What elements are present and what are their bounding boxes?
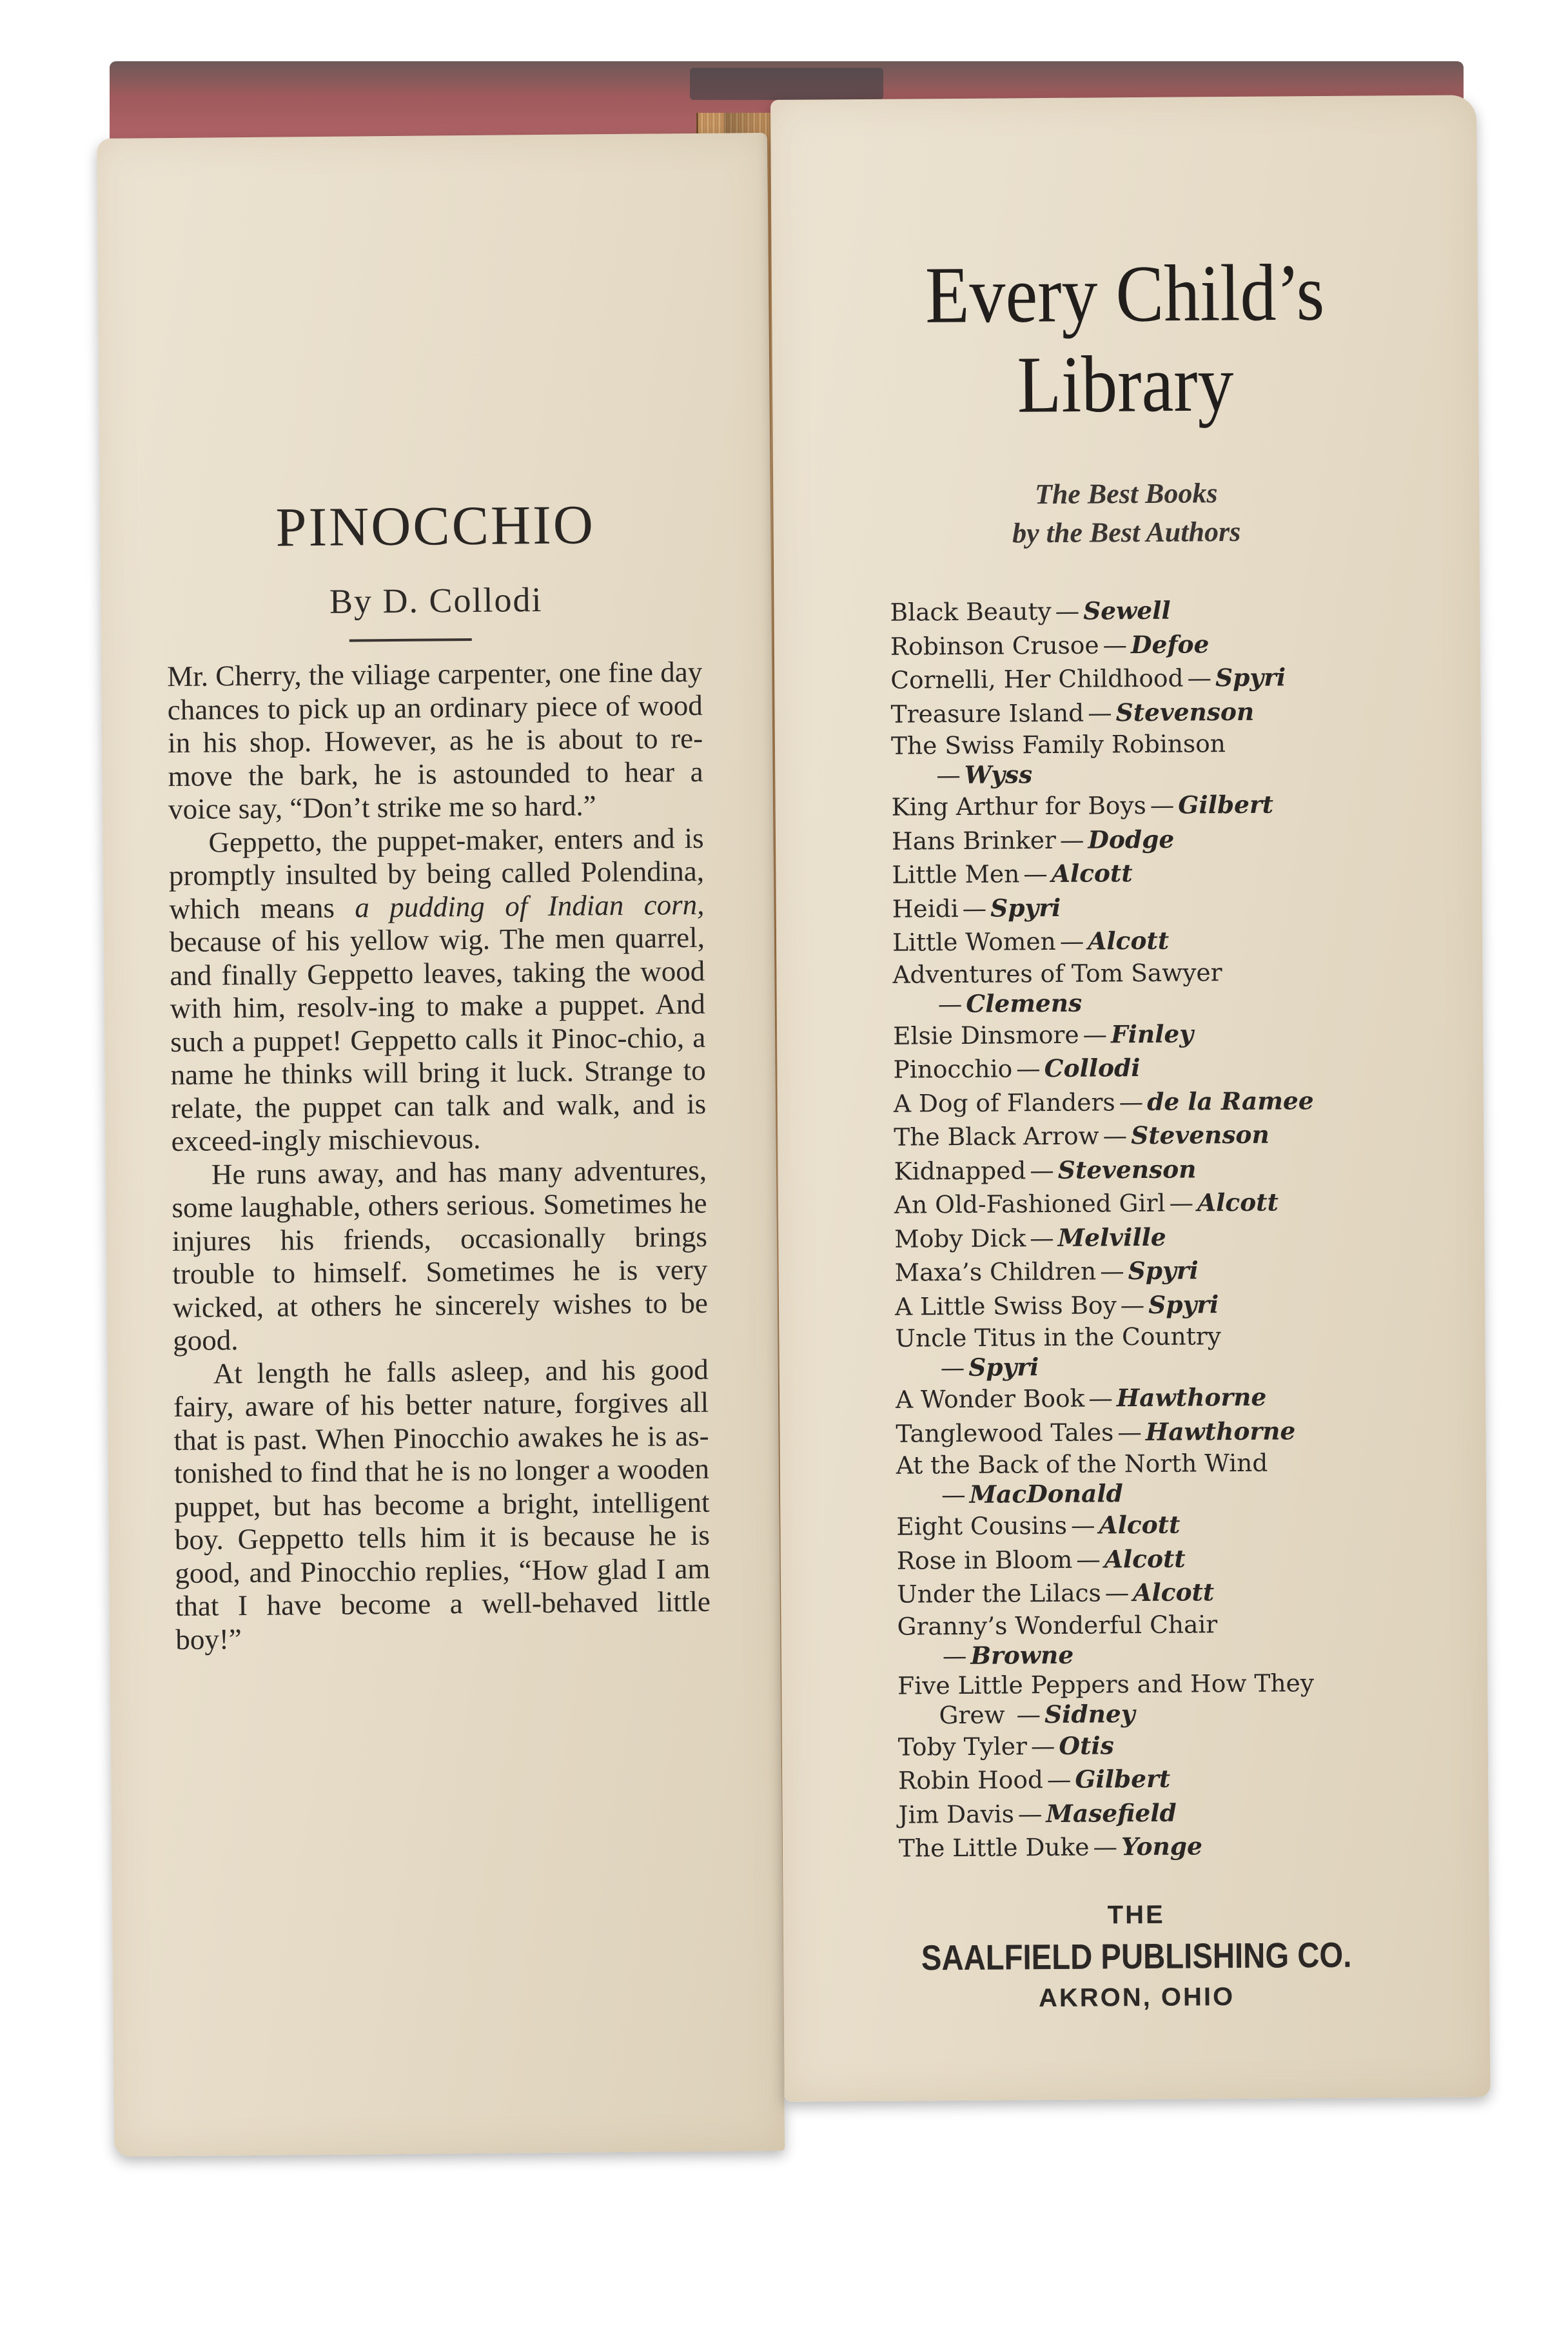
book-list-continuation [891,757,1446,790]
book-list-author: Yonge [1121,1832,1203,1861]
book-list-title: Maxa’s Children [894,1257,1097,1287]
book-list-author: Alcott [1133,1578,1215,1607]
book-list-item [892,820,1446,858]
book-list-continuation [893,985,1447,1019]
book-list-author: Gilbert [1178,790,1274,819]
book-list-title: Little Men [892,859,1020,889]
book-list-title: Five Little Peppers and How They [897,1668,1315,1700]
book-list-item [898,1726,1453,1764]
book-list-dash: — [1016,1700,1041,1729]
book-list-author: Browne [970,1640,1074,1670]
book-list-title: Under the Lilacs [897,1578,1101,1609]
series-subtitle-line2: by the Best Authors [1012,515,1241,549]
book-list-title: A Little Swiss Boy [894,1290,1117,1321]
book-list-title: Jim Davis [898,1799,1015,1829]
book-list-author: Dodge [1088,825,1175,854]
synopsis-text: Geppetto, the puppet-maker, enters and is promptly insulted by being called Polendina, which means [168,821,705,925]
book-list-dash: — [1070,1511,1095,1540]
book-list-title: The Black Arrow [894,1121,1099,1152]
book-list-item [896,1413,1450,1451]
book-list-item [898,1794,1453,1832]
book-list-dash: — [1150,790,1175,819]
book-list-item [891,727,1446,790]
book [97,61,1476,2157]
book-list-dash: — [1169,1188,1194,1217]
book-list-author: MacDonald [969,1479,1123,1509]
book-list-title-continuation: Grew [939,1700,1013,1729]
book-list-title: Moby Dick [894,1223,1026,1253]
book-list-title: Little Women [892,926,1056,957]
book-list-title: Kidnapped [894,1155,1026,1186]
book-list-item [890,592,1444,630]
book-list-item [897,1540,1451,1578]
book-list-item [894,1083,1448,1121]
book-list-item [890,660,1445,698]
book-list-author: Alcott [1051,859,1133,888]
book-list-item [895,1320,1450,1383]
book-list-title: Eight Cousins [896,1511,1068,1541]
book-list-title: Hans Brinker [891,825,1057,856]
right-jacket-flap [770,95,1491,2102]
book-list-item [896,1506,1451,1544]
book-list-dash: — [1046,1765,1072,1794]
synopsis-text: because of his yellow wig. The men quarrel, and finally Geppetto leaves, taking the wood with him, resolv-ing to make a puppet. And such a puppet! Geppetto calls it Pinoc-chio, a name he thinks will bring it luck. Strange to relate, the puppet can talk and walk, and is exceed-ingly mischievous. [169,921,707,1158]
book-list-dash: — [1030,1223,1054,1252]
book-list-item [899,1828,1453,1866]
book-list-item [892,956,1447,1019]
series-title-line1: Every Child’s [925,248,1325,340]
synopsis-text: At length he falls asleep, and his good fairy, aware of his better nature, forgives all that is past. When Pinocchio awakes he is as-tonished to find that he is no longer a wooden puppet, but has become a bright, intelligent boy. Geppetto tells him it is because he is good, and Pinocchio replies, “How glad I am that I have become a well-behaved little boy!” [173,1353,711,1656]
book-list-item [893,1015,1447,1053]
book-list-title: The Swiss Family Robinson [890,729,1226,760]
book-list [890,592,1453,1865]
series-subtitle-line1: The Best Books [1034,477,1218,511]
book-list-item [893,1049,1447,1087]
book-list-dash: — [937,989,963,1018]
book-list-dash: — [1059,926,1084,956]
book-list-item [897,1607,1452,1671]
book-list-continuation [896,1349,1450,1383]
publisher-city: AKRON, OHIO [1038,1983,1235,2013]
book-list-item [896,1379,1450,1417]
book-list-dash: — [1104,1578,1130,1607]
book-list-item [897,1667,1453,1730]
book-list-dash: — [942,1641,967,1670]
book-list-dash: — [1016,1054,1041,1083]
book-list-continuation [896,1476,1451,1510]
book-list-author: Alcott [1104,1544,1186,1573]
publisher-imprint [783,1894,1489,2019]
book-list-dash: — [1119,1087,1144,1116]
book-list-dash: — [1088,1384,1113,1413]
book-list-item [892,922,1447,960]
book-list-item [894,1117,1448,1155]
book-list-title: At the Back of the North Wind [896,1448,1268,1480]
book-list-author: Melville [1057,1222,1166,1252]
book-list-author: Stevenson [1131,1120,1269,1150]
series-subtitle [773,472,1480,554]
synopsis-paragraph [172,1153,709,1357]
book-list-author: Stevenson [1057,1154,1197,1184]
synopsis-paragraph [167,656,703,827]
book-list-author: Stevenson [1115,697,1255,727]
book-list-dash: — [1102,1121,1128,1150]
book-list-continuation [897,1696,1452,1730]
book-list-dash: — [936,760,961,790]
synopsis-paragraph [168,821,706,1158]
synopsis-paragraph [173,1353,711,1656]
book-list-dash: — [1083,1019,1108,1049]
book-list-dash: — [940,1353,965,1382]
book-list-author: Masefield [1046,1798,1177,1828]
book-list-title: Pinocchio [893,1054,1013,1084]
book-list-title: Elsie Dinsmore [892,1020,1079,1050]
book-list-dash: — [1120,1290,1145,1319]
book-list-title: A Dog of Flanders [893,1087,1115,1118]
book-author: By D. Collodi [329,580,543,621]
book-list-dash: — [1087,698,1112,727]
book-list-title: Tanglewood Tales [896,1417,1114,1448]
book-list-item [898,1760,1453,1798]
book-list-dash: — [1059,825,1084,854]
book-list-title: Granny’s Wonderful Chair [897,1609,1218,1641]
book-title: PINOCCHIO [275,493,596,558]
publisher-name: SAALFIELD PUBLISHING CO. [921,1934,1352,1978]
book-list-dash: — [1093,1832,1118,1861]
book-list-title: The Little Duke [898,1832,1090,1863]
title-divider [349,638,472,642]
book-list-dash: — [1030,1155,1054,1184]
book-list-title: Cornelli, Her Childhood [890,663,1184,694]
book-list-dash: — [1102,630,1128,659]
book-list-dash: — [1055,596,1080,625]
book-list-item [892,854,1446,892]
book-list-dash: — [1117,1417,1142,1446]
book-list-author: Hawthorne [1116,1382,1267,1413]
book-list-author: Spyri [1148,1289,1219,1319]
book-list-author: Sidney [1044,1699,1135,1729]
book-list-dash: — [941,1480,966,1509]
book-list-title: A Wonder Book [895,1384,1085,1414]
book-list-dash: — [1030,1731,1055,1760]
book-list-title: An Old-Fashioned Girl [894,1188,1166,1219]
book-list-author: Spyri [968,1353,1039,1382]
book-list-author: Otis [1059,1730,1114,1760]
book-list-dash: — [1187,663,1212,692]
book-list-dash: — [1076,1544,1101,1574]
book-list-title: Black Beauty [890,596,1052,627]
book-list-dash: — [1023,859,1048,888]
synopsis-text: Mr. Cherry, the viliage carpenter, one fine day chances to pick up an ordinary piece of wood in his shop. However, as he is about to re-move the bark, he is astounded to hear a voice say, “Don’t strike me so hard.” [167,655,703,826]
book-list-author: Clemens [966,988,1083,1018]
book-list-item [890,693,1445,731]
book-list-item [892,888,1447,926]
book-list-title: Adventures of Tom Sawyer [892,957,1222,989]
book-list-item [894,1150,1448,1188]
book-list-author: Alcott [1099,1510,1181,1540]
book-list-author: Hawthorne [1145,1416,1296,1446]
book-list-author: Alcott [1088,926,1170,956]
book-list-item [894,1218,1449,1256]
book-list-author: de la Ramee [1147,1086,1314,1116]
book-list-item [894,1184,1449,1222]
book-list-item [891,787,1446,825]
book-list-dash: — [1017,1799,1043,1828]
book-list-author: Finley [1110,1019,1194,1048]
book-list-continuation [897,1637,1452,1671]
book-list-title: Heidi [892,894,959,923]
book-list-author: Spyri [990,893,1061,923]
series-title [772,246,1479,432]
book-list-item [895,1252,1449,1290]
book-list-title: Treasure Island [890,698,1084,729]
book-list-author: Sewell [1083,596,1171,625]
book-list-author: Defoe [1130,629,1210,659]
book-list-author: Gilbert [1075,1764,1171,1794]
book-list-item [890,625,1445,663]
book-list-author: Wyss [964,760,1033,789]
publisher-the: THE [1107,1900,1165,1930]
series-title-line2: Library [1017,338,1234,430]
book-list-item [897,1574,1451,1612]
book-list-item [895,1286,1449,1324]
book-list-dash: — [962,894,987,923]
book-list-title: Uncle Titus in the Country [895,1322,1221,1353]
synopsis [167,656,710,1656]
book-list-author: Spyri [1128,1256,1199,1286]
synopsis-text: He runs away, and has many adventures, some laughable, others serious. Sometimes he injures his friends, occasionally brings trouble to himself. Sometimes he is very wicked, at others he sincerely wishes to be good. [172,1153,709,1357]
book-list-title: Rose in Bloom [896,1545,1073,1575]
book-list-dash: — [1099,1257,1124,1286]
book-list-title: Robinson Crusoe [890,630,1099,661]
book-list-item [896,1447,1451,1510]
left-jacket-flap [97,133,785,2157]
synopsis-italic-text: a pudding of Indian corn, [355,888,705,924]
book-list-title: King Arthur for Boys [891,790,1146,821]
book-list-title: Toby Tyler [897,1731,1028,1761]
book-list-author: Alcott [1197,1188,1279,1217]
book-list-title: Robin Hood [898,1765,1044,1795]
book-list-author: Collodi [1044,1054,1141,1083]
book-list-author: Spyri [1215,663,1286,692]
